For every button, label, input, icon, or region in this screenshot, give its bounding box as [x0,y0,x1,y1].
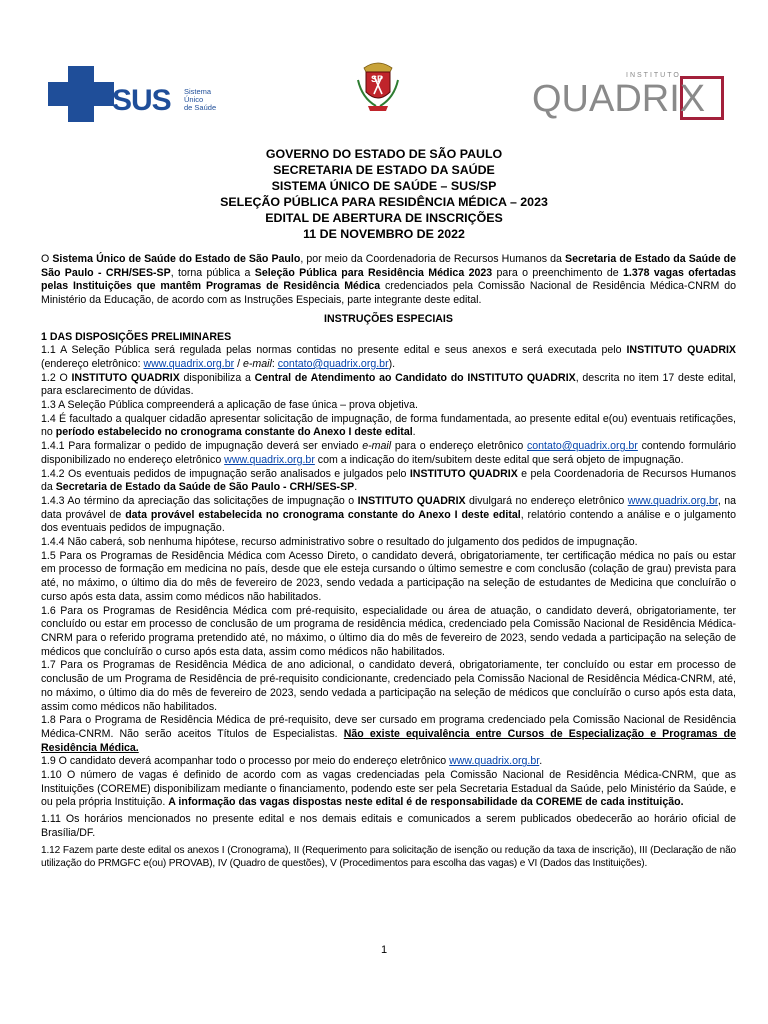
sus-logo-subtitle: Sistema Único de Saúde [184,87,217,112]
sus-logo [48,66,238,122]
cross-icon [48,66,118,122]
item-1-2: 1.2 O INSTITUTO QUADRIX disponibiliza a Central de Atendimento ao Candidato do INSTITUTO QUADRIX, descrita no item 17 deste edital, para esclarecimento de dúvidas. [41,371,736,398]
quadrix-logo [530,72,730,126]
instructions-title: INSTRUÇÕES ESPECIAIS [324,312,453,325]
item-1-11: 1.11 Os horários mencionados no presente edital e nos demais editais e comunicados a serem publicados obedecerão ao horário oficial de Brasília/DF. [41,813,736,839]
item-1-4-3: 1.4.3 Ao término da apreciação das solicitações de impugnação o INSTITUTO QUADRIX divulgará no endereço eletrônico www.quadrix.org.br, na data provável de data provável estabelecida no cronograma constante do Anexo I deste edital, relatório contendo a análise e o julgamento dos eventuais pedidos de impugnação. [41,494,736,535]
item-1-8: 1.8 Para o Programa de Residência Médica de pré-requisito, deve ser cursado em programa credenciado pela Comissão Nacional de Residência Médica-CNRM. Não serão aceitos Títulos de Especialistas. Não existe equivalência entre Cursos de Especialização e Programas de Residência Médica. [41,714,736,754]
item-1-7: 1.7 Para os Programas de Residência Médica de ano adicional, o candidato deverá, obrigatoriamente, ter concluído ou estar em processo de conclusão de um Programa de Residência de pré-requisito condicionante, credenciado pela Comissão Nacional de Residência Médica-CNRM, até, no máximo, o último dia do mês de fevereiro de 2023, sendo vedada a participação na seleção de médicos que concluírão o curso após esta data, assim como médicos não habilitados. [41,659,736,713]
header-line: SISTEMA ÚNICO DE SAÚDE – SUS/SP [271,179,497,193]
header-line: GOVERNO DO ESTADO DE SÃO PAULO [265,147,503,161]
item-1-4: 1.4 É facultado a qualquer cidadão apresentar solicitação de impugnação, de forma fundamentada, ao presente edital e(ou) eventuais retificações, no período estabelecido no cronograma constante do Anexo I deste edital. [41,412,736,439]
item-1-4-4: 1.4.4 Não caberá, sob nenhuma hipótese, recurso administrativo sobre o resultado do julgamento dos pedidos de impugnação. [41,536,638,549]
coat-of-arms-icon [356,58,400,114]
quadrix-site-link[interactable]: www.quadrix.org.br [143,357,235,370]
quadrix-site-link[interactable]: www.quadrix.org.br [627,494,718,507]
header-line: 11 DE NOVEMBRO DE 2022 [303,227,465,241]
item-1-1: 1.1 A Seleção Pública será regulada pelas normas contidas no presente edital e seus anexos e será executada pelo INSTITUTO QUADRIX (endereço eletrônico: www.quadrix.org.br / e-mail: contato@quadrix.org.br). [41,344,736,370]
item-1-4-1: 1.4.1 Para formalizar o pedido de impugnação deverá ser enviado e-mail para o endereço eletrônico contato@quadrix.org.br contendo formulário disponibilizado no endereço eletrônico www.quadrix.org.br com a indicação do item/subitem deste edital que será objeto de impugnação. [41,440,737,466]
item-1-9: 1.9 O candidato deverá acompanhar todo o processo por meio do endereço eletrônico www.quadrix.org.br. [41,755,543,768]
intro-paragraph: O Sistema Único de Saúde do Estado de São Paulo, por meio da Coordenadoria de Recursos Humanos da Secretaria de Estado da Saúde de São Paulo - CRH/SES-SP, torna pública a Seleção Pública para Residência Médica 2023 para o preenchimento de 1.378 vagas ofertadas pelas Instituições que mantêm Programas de Residência Médica credenciados pela Comissão Nacional de Residência Médica-CNRM do Ministério da Educação, de acordo com as Instruções Especiais, parte integrante deste edital. [41,253,737,307]
quadrix-email-link[interactable]: contato@quadrix.org.br [526,440,638,453]
quadrix-instituto-label: INSTITUTO [626,72,681,79]
item-1-10: 1.10 O número de vagas é definido de acordo com as vagas credenciadas pela Comissão Nacional de Residência Médica-CNRM, que as Instituições (COREME) disponibilizam mediante o financiamento, podendo este ser pela Secretaria Estadual da Saúde, pelo Ministério da Saúde, e ou pela própria Instituição. A informação das vagas dispostas neste edital é de responsabilidade da COREME de cada instituição. [41,769,736,809]
quadrix-site-link[interactable]: www.quadrix.org.br [224,453,315,466]
document-body [41,253,736,871]
item-1-5: 1.5 Para os Programas de Residência Médica com Acesso Direto, o candidato deverá, obrigatoriamente, ter certificação médica no país ou estar em processo de formação em medicina no país, desde que ele esteja cursando o último semestre e com conclusão (colação de grau) prevista para até, no máximo, o último dia do mês de fevereiro de 2023, sendo vedada a participação na seleção de estudantes de Medicina que concluírão o curso após esta data, assim como médicos não habilitados. [41,549,736,603]
item-1-3: 1.3 A Seleção Pública compreenderá a aplicação de fase única – prova objetiva. [41,399,418,412]
section-title: 1 DAS DISPOSIÇÕES PRELIMINARES [41,330,232,343]
quadrix-wordmark: QUADRIX [532,78,706,120]
item-1-4-2: 1.4.2 Os eventuais pedidos de impugnação serão analisados e julgados pelo INSTITUTO QUADRIX e pela Coordenadoria de Recursos Humanos da Secretaria de Estado da Saúde de São Paulo - CRH/SES-SP. [41,467,736,494]
quadrix-site-link[interactable]: www.quadrix.org.br [449,755,540,768]
page-number: 1 [380,944,388,956]
item-1-6: 1.6 Para os Programas de Residência Médica com pré-requisito, especialidade ou área de atuação, o candidato deverá, obrigatoriamente, ter concluído ou estar em processo de conclusão de um programa de residência médica, credenciado pela Comissão Nacional de Residência Médica-CNRM para o referido programa pretendido até, no máximo, o último dia do mês de fevereiro de 2023, sendo vedada a participação na seleção de médicos que concluírão o curso após esta data, assim como médicos não habilitados. [41,604,736,658]
quadrix-email-link[interactable]: contato@quadrix.org.br [277,357,389,370]
sus-logo-text: SUS [112,84,171,117]
sao-paulo-coat-of-arms [356,58,400,114]
coat-of-arms-letters: SP [371,74,384,84]
header-line: EDITAL DE ABERTURA DE INSCRIÇÕES [265,211,503,225]
header-line: SECRETARIA DE ESTADO DA SAÚDE [273,163,495,177]
item-1-12: 1.12 Fazem parte deste edital os anexos I (Cronograma), II (Requerimento para solicitação de isenção ou redução da taxa de inscrição), III (Declaração de não utilização do PRMGFC e(ou) PROVAB), IV (Quadro de questões), V (Procedimentos para escolha das vagas) e VI (Dados das Instituições). [41,844,736,870]
document-header [0,146,768,242]
header-line: SELEÇÃO PÚBLICA PARA RESIDÊNCIA MÉDICA – 2023 [220,195,548,209]
